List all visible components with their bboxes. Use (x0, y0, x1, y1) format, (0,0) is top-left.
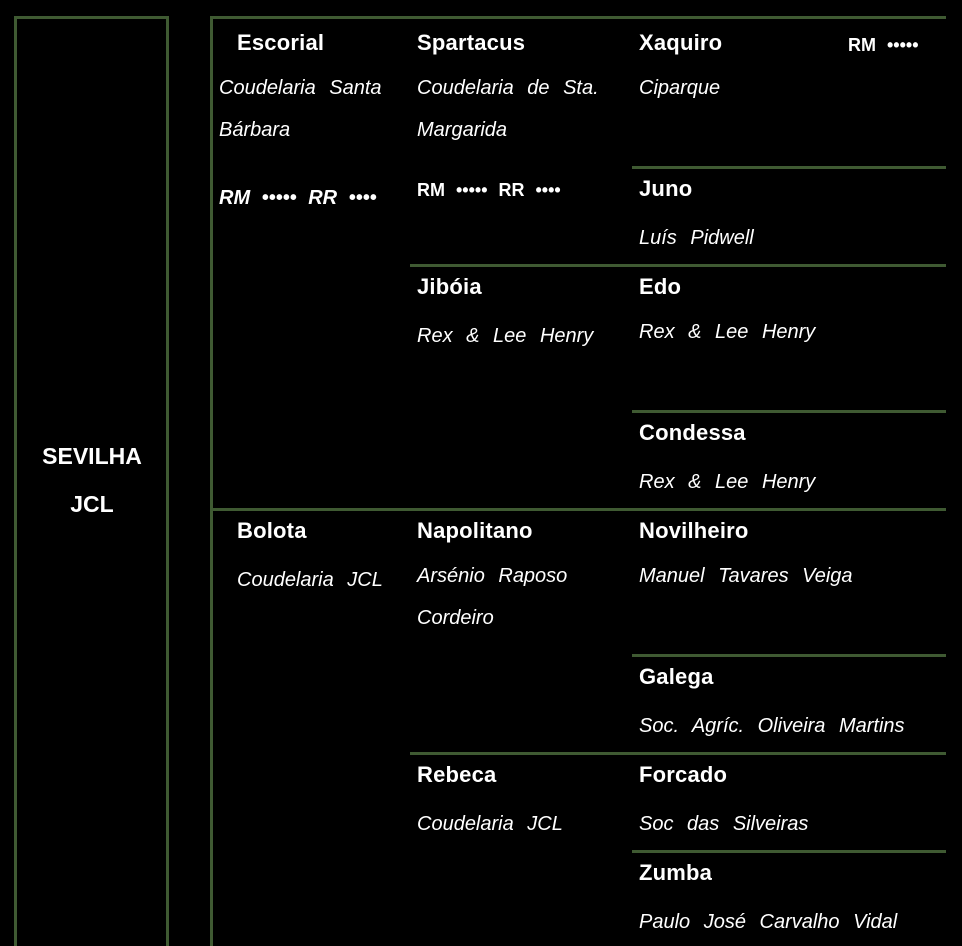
sire-dam-sire-name: Edo (639, 274, 682, 299)
dam-dam-sire-name: Forcado (639, 762, 728, 787)
subject-border-top (14, 16, 169, 19)
sire-sire-dam-name: Juno (639, 176, 693, 201)
sire-sire-sire-name: Xaquiro (639, 30, 723, 55)
row-line-top (212, 16, 946, 19)
row-line-condessa (632, 410, 946, 413)
row-line-bolota (212, 508, 946, 511)
sire-sire-rating: RM ••••• RR •••• (417, 180, 561, 200)
sire-sire-sire-rating: RM ••••• (848, 35, 919, 55)
sire-breeder: Coudelaria Santa Bárbara (219, 77, 382, 141)
subject-name: SEVILHA (42, 443, 142, 469)
sire-name: Escorial (237, 30, 325, 55)
dam-dam-breeder: Coudelaria JCL (417, 813, 563, 835)
row-line-rebeca (410, 752, 946, 755)
sire-sire-breeder: Coudelaria de Sta. Margarida (417, 77, 599, 141)
sire-sire-sire-breeder: Ciparque (639, 77, 721, 99)
dam-name: Bolota (237, 518, 307, 543)
dam-sire-dam-breeder: Soc. Agríc. Oliveira Martins (639, 715, 905, 737)
sire-dam-dam-name: Condessa (639, 420, 746, 445)
dam-breeder: Coudelaria JCL (237, 569, 383, 591)
dam-dam-name: Rebeca (417, 762, 497, 787)
dam-sire-dam-name: Galega (639, 664, 714, 689)
subject-breeder: JCL (70, 491, 114, 517)
dam-dam-sire-breeder: Soc das Silveiras (639, 813, 809, 835)
dam-dam-dam-name: Zumba (639, 860, 713, 885)
row-line-galega (632, 654, 946, 657)
dam-sire-breeder: Arsénio Raposo Cordeiro (417, 565, 568, 629)
sire-dam-dam-breeder: Rex & Lee Henry (639, 471, 816, 493)
dam-sire-name: Napolitano (417, 518, 533, 543)
pedigree-border-left (210, 16, 213, 946)
sire-dam-sire-breeder: Rex & Lee Henry (639, 321, 816, 343)
sire-rating: RM ••••• RR •••• (219, 187, 377, 209)
row-line-zumba (632, 850, 946, 853)
sire-dam-name: Jibóia (417, 274, 482, 299)
dam-sire-sire-name: Novilheiro (639, 518, 749, 543)
row-line-juno (632, 166, 946, 169)
sire-sire-name: Spartacus (417, 30, 526, 55)
sire-dam-breeder: Rex & Lee Henry (417, 325, 594, 347)
sire-sire-dam-breeder: Luís Pidwell (639, 227, 754, 249)
dam-sire-sire-breeder: Manuel Tavares Veiga (639, 565, 853, 587)
dam-dam-dam-breeder: Paulo José Carvalho Vidal (639, 911, 898, 933)
row-line-jiboia (410, 264, 946, 267)
